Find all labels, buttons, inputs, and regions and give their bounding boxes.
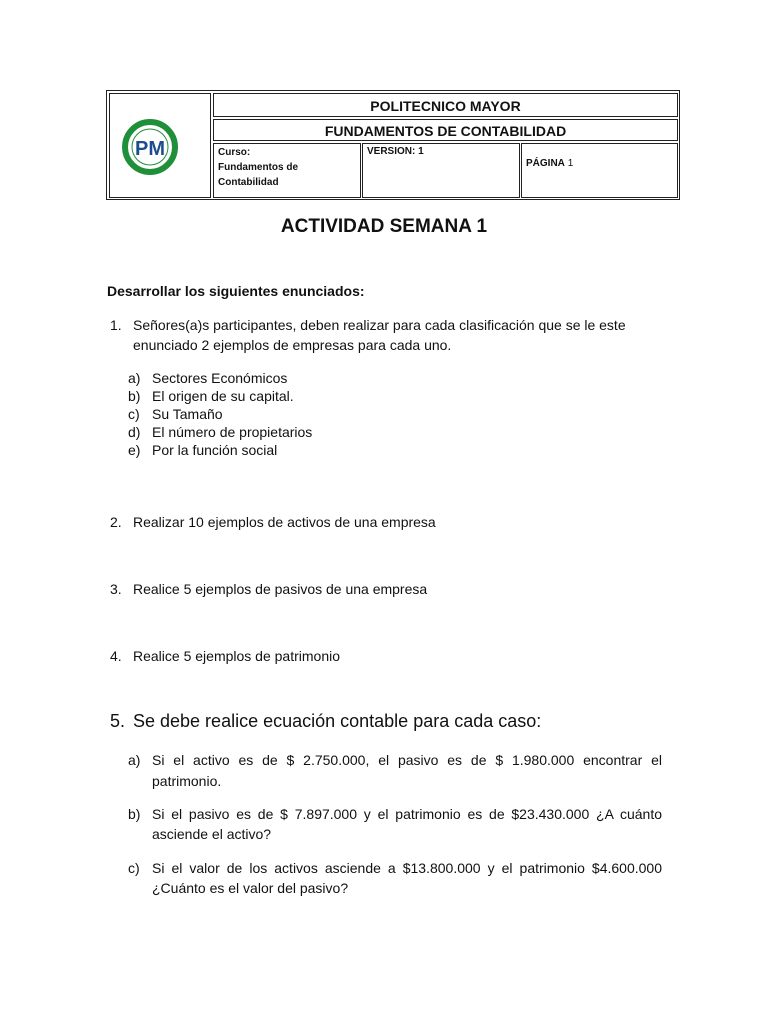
sub-text: El origen de su capital. (152, 388, 294, 404)
list-item (0, 405, 768, 423)
curso-value-line1: Fundamentos de (218, 162, 299, 173)
course-title: FUNDAMENTOS DE CONTABILIDAD (213, 119, 678, 141)
intro-heading: Desarrollar los siguientes enunciados: (107, 283, 365, 299)
list-item (0, 369, 768, 387)
item-1-sublist (0, 369, 768, 459)
list-item (0, 423, 768, 441)
sub-letter: e) (128, 442, 141, 458)
sub-letter: a) (128, 370, 141, 386)
sub-letter: b) (128, 388, 141, 404)
version-cell (362, 143, 520, 198)
item-2-number: 2. (110, 514, 122, 530)
sub-text: Por la función social (152, 442, 278, 458)
pagina-label: PÁGINA (526, 158, 565, 169)
sub-text: Su Tamaño (152, 406, 223, 422)
curso-cell (213, 143, 361, 198)
logo-letters: PM (135, 138, 165, 160)
item-3-number: 3. (110, 581, 122, 597)
item-5-number: 5. (110, 711, 126, 731)
item-4-text: Realice 5 ejemplos de patrimonio (133, 648, 340, 664)
item-1-line1: Señores(a)s participantes, deben realizar para cada clasificación que se le este (133, 317, 626, 333)
version-value: 1 (418, 146, 424, 157)
item-5-text: Se debe realice ecuación contable para cada caso: (133, 711, 542, 731)
curso-value-line2: Contabilidad (218, 177, 279, 188)
item-5a-line2: patrimonio. (152, 773, 222, 789)
item-5b-line1: Si el pasivo es de $ 7.897.000 y el patrimonio es de $23.430.000 ¿A cuánto (152, 806, 662, 822)
sub-text: Sectores Económicos (152, 370, 288, 386)
item-5c-letter: c) (128, 860, 140, 876)
item-5b-line2: asciende el activo? (152, 826, 272, 842)
pagina-value: 1 (567, 158, 574, 169)
sub-letter: d) (128, 424, 141, 440)
item-3-text: Realice 5 ejemplos de pasivos de una empresa (133, 581, 428, 597)
sub-text: El número de propietarios (152, 424, 313, 440)
page-title: ACTIVIDAD SEMANA 1 (280, 216, 488, 237)
version-label: VERSION: (367, 146, 416, 157)
item-4-number: 4. (110, 648, 122, 664)
institution-logo (110, 94, 210, 197)
item-5a-line1: Si el activo es de $ 2.750.000, el pasivo es de $ 1.980.000 encontrar el (152, 752, 662, 768)
item-1-line2: enunciado 2 ejemplos de empresas para cada uno. (133, 337, 452, 353)
item-5a-letter: a) (128, 752, 141, 768)
item-1-number: 1. (110, 317, 122, 333)
sub-letter: c) (128, 406, 140, 422)
logo-cell (109, 93, 211, 198)
item-2-text: Realizar 10 ejemplos de activos de una empresa (133, 514, 436, 530)
pagina-cell (521, 143, 678, 198)
item-5c-line2: ¿Cuánto es el valor del pasivo? (152, 880, 349, 896)
list-item (0, 387, 768, 405)
institution-name: POLITECNICO MAYOR (213, 93, 678, 117)
list-item (0, 441, 768, 459)
curso-label: Curso: (218, 147, 251, 158)
item-5b-letter: b) (128, 806, 141, 822)
item-5c-line1: Si el valor de los activos asciende a $13.800.000 y el patrimonio $4.600.000 (152, 860, 662, 876)
